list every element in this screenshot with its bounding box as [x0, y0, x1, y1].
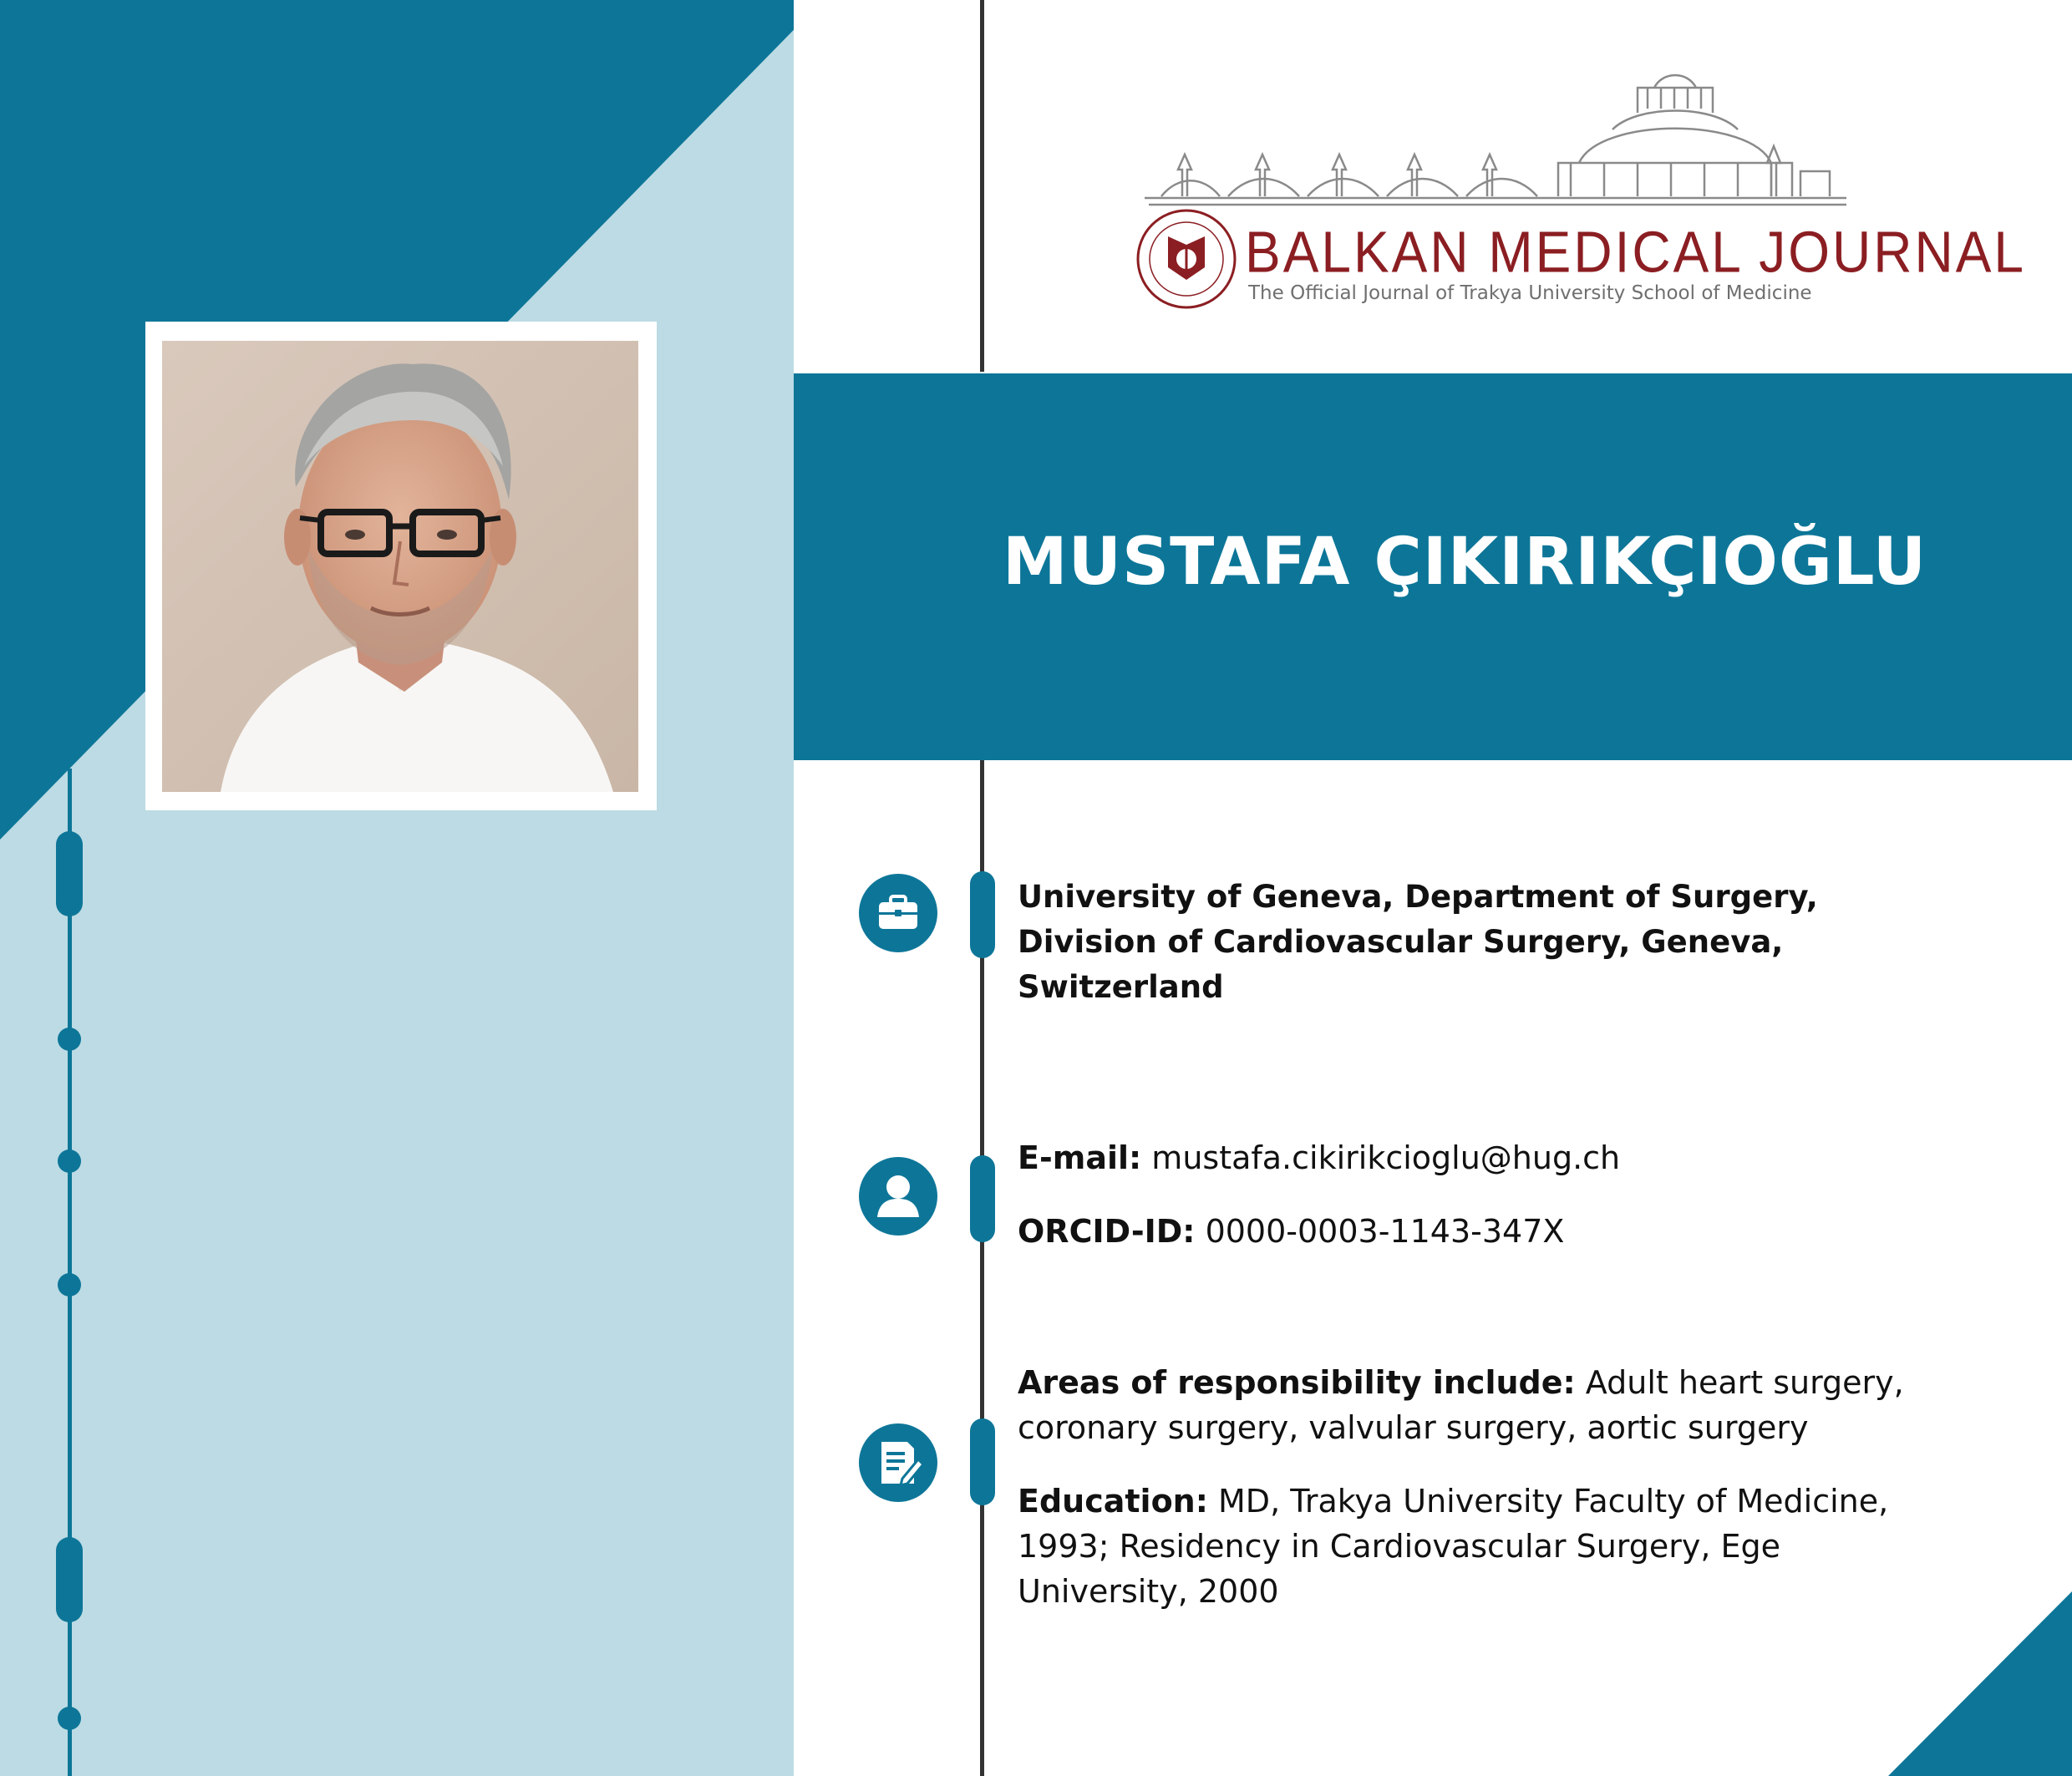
timeline-line	[68, 769, 72, 1776]
email-label: E-mail:	[1018, 1139, 1142, 1176]
journal-subtitle: The Official Journal of Trakya University School of Medicine	[1248, 282, 1812, 304]
affiliation-line: University of Geneva, Department of Surgery,	[1018, 879, 1818, 915]
email-value[interactable]: mustafa.cikirikcioglu@hug.ch	[1141, 1139, 1621, 1176]
journal-title: BALKAN MEDICAL JOURNAL	[1245, 220, 2026, 285]
areas-value: Adult heart surgery, coronary surgery, valvular surgery, aortic surgery	[1018, 1364, 1904, 1446]
document-edit-icon	[859, 1423, 937, 1502]
email-line	[1018, 1135, 1620, 1180]
affiliation-line: Switzerland	[1018, 969, 1224, 1005]
user-icon	[859, 1157, 937, 1236]
affiliation-line: Division of Cardiovascular Surgery, Geneva,	[1018, 924, 1784, 960]
timeline-dot	[58, 1707, 81, 1730]
person-name: MUSTAFA ÇIKIRIKÇIOĞLU	[1003, 525, 1927, 600]
areas-block	[1018, 1360, 1953, 1450]
orcid-label: ORCID-ID:	[1018, 1213, 1196, 1250]
affiliation-block	[1018, 875, 1818, 1010]
portrait-photo	[162, 341, 638, 792]
areas-label: Areas of responsibility include:	[1018, 1364, 1576, 1401]
row-marker	[970, 1418, 995, 1505]
orcid-value: 0000-0003-1143-347X	[1195, 1213, 1565, 1250]
briefcase-icon	[859, 874, 937, 952]
education-value: MD, Trakya University Faculty of Medicine, 1993; Residency in Cardiovascular Surgery, Ege University, 2000	[1018, 1483, 1889, 1610]
education-block	[1018, 1479, 1953, 1614]
orcid-line	[1018, 1209, 1564, 1254]
center-divider	[980, 0, 984, 372]
left-panel	[0, 0, 794, 1776]
timeline-dot	[58, 1028, 81, 1051]
row-marker	[970, 871, 995, 958]
timeline-marker	[56, 831, 83, 916]
timeline-dot	[58, 1273, 81, 1296]
decorative-corner	[1888, 1591, 2072, 1776]
education-label: Education:	[1018, 1483, 1208, 1520]
timeline-marker	[56, 1537, 83, 1622]
row-marker	[970, 1155, 995, 1242]
timeline-dot	[58, 1149, 81, 1173]
